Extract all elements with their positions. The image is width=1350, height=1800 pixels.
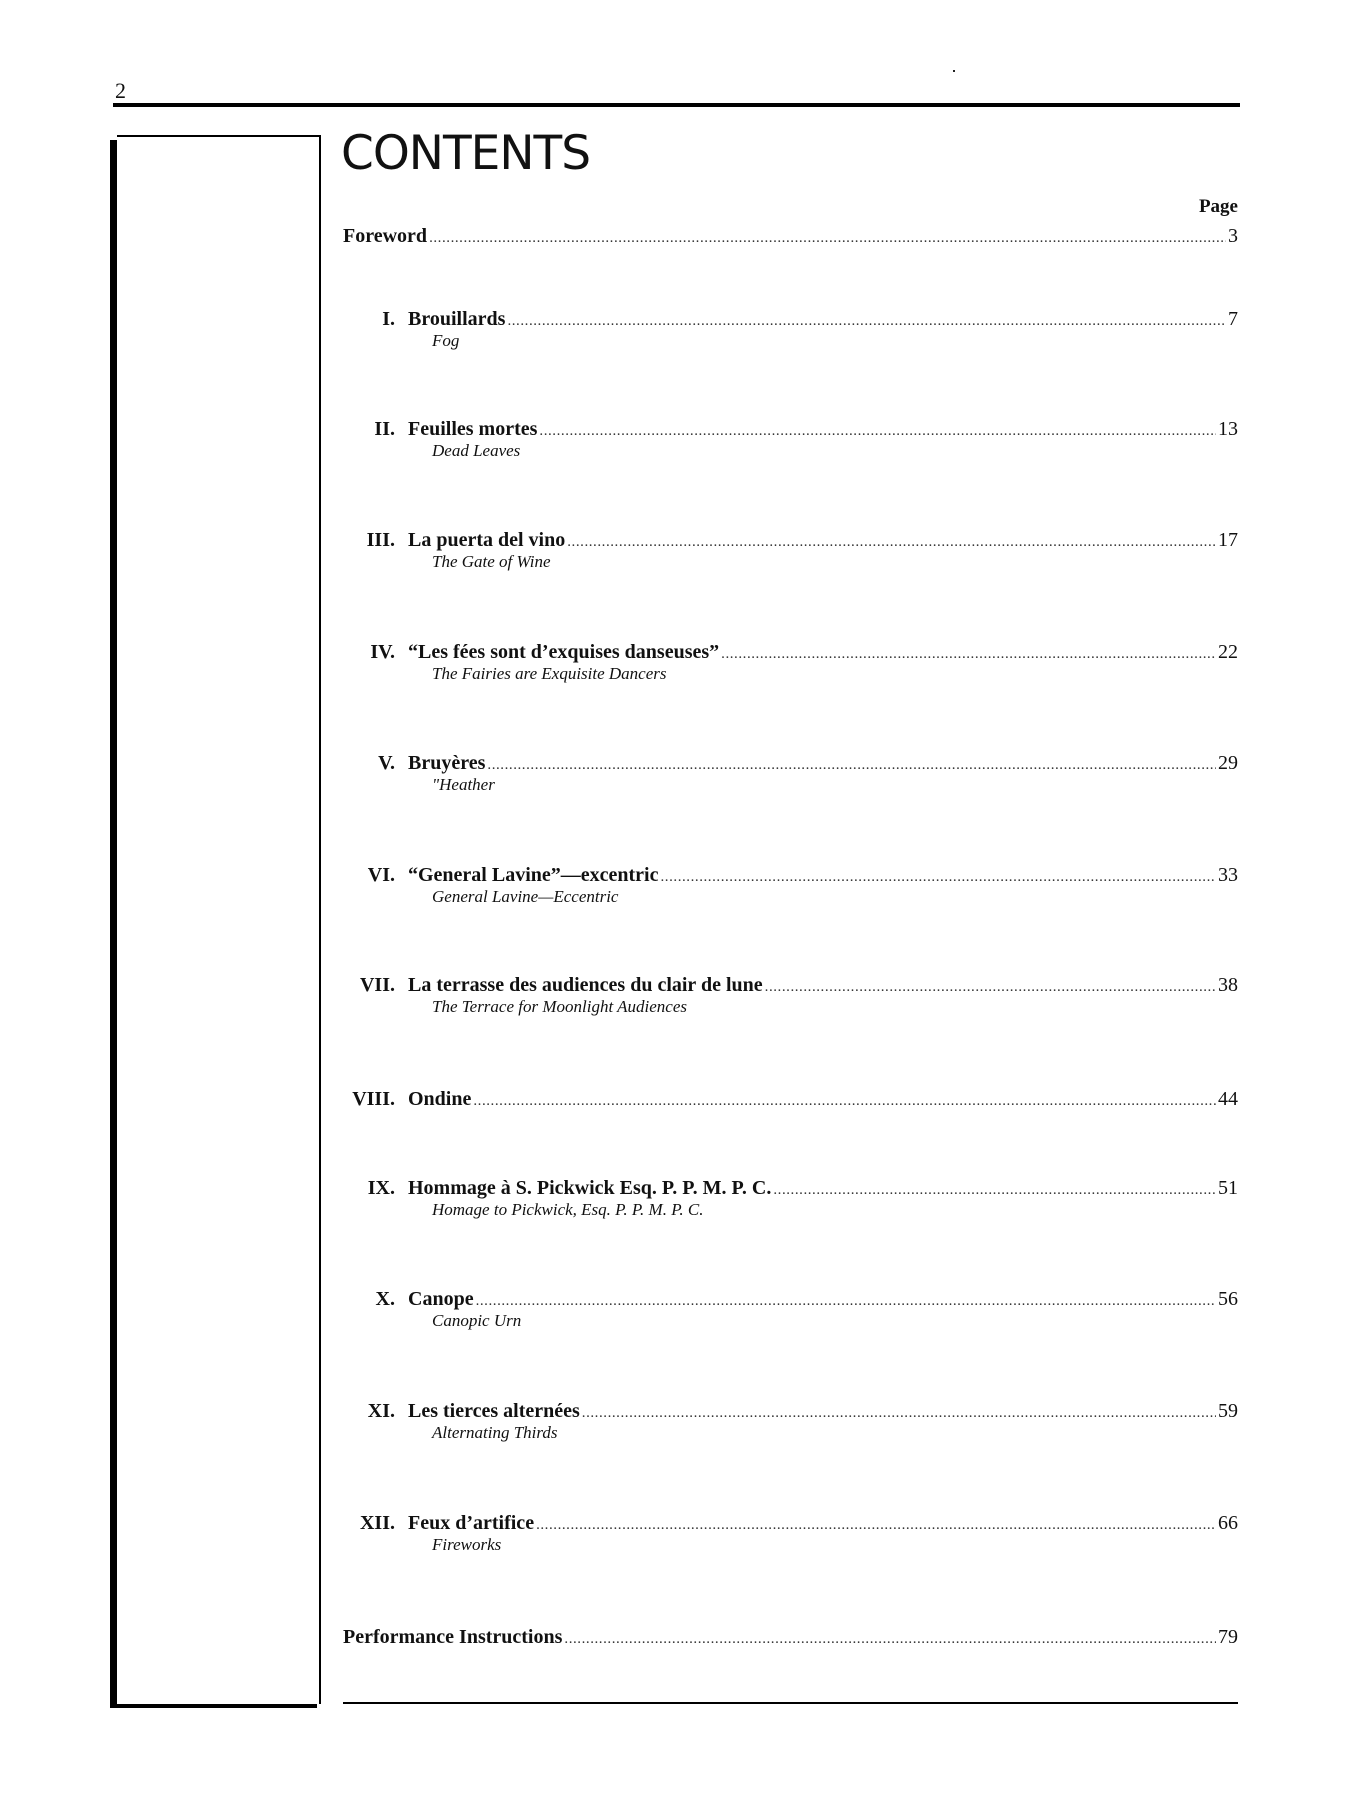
toc-title: Les tierces alternées (408, 1400, 580, 1422)
toc-title: La terrasse des audiences du clair de lune (408, 974, 763, 996)
toc-page: 51 (1218, 1177, 1238, 1199)
dot-leader (476, 1289, 1216, 1313)
toc-row-foreword[interactable] (343, 224, 1238, 248)
dot-leader (564, 1627, 1216, 1651)
toc-title: “General Lavine”—excentric (408, 864, 659, 886)
toc-row[interactable] (343, 1511, 1238, 1554)
toc-row[interactable] (343, 640, 1238, 683)
toc-page: 7 (1228, 308, 1238, 330)
toc-numeral: III. (366, 529, 395, 551)
toc-row[interactable] (343, 1087, 1238, 1111)
toc-numeral: I. (382, 308, 395, 330)
toc-page: 79 (1218, 1626, 1238, 1648)
bottom-rule (343, 1702, 1238, 1704)
dot-leader (765, 975, 1216, 999)
toc-title: Brouillards (408, 308, 506, 330)
toc-title: La puerta del vino (408, 529, 566, 551)
toc-subtitle: The Terrace for Moonlight Audiences (432, 997, 687, 1016)
toc-row[interactable] (343, 751, 1238, 794)
toc-subtitle: Dead Leaves (432, 441, 521, 460)
toc-row[interactable] (343, 863, 1238, 906)
toc-numeral: X. (375, 1288, 395, 1310)
dot-leader (473, 1089, 1216, 1113)
toc-numeral: IV. (370, 641, 395, 663)
toc-subtitle: Homage to Pickwick, Esq. P. P. M. P. C. (432, 1200, 704, 1219)
toc-subtitle: Canopic Urn (432, 1311, 522, 1330)
toc-numeral: XI. (367, 1400, 395, 1422)
toc-page: 56 (1218, 1288, 1238, 1310)
toc-page: 59 (1218, 1400, 1238, 1422)
toc-title: Foreword (343, 225, 428, 247)
toc-row[interactable] (343, 307, 1238, 350)
dot-leader (773, 1178, 1216, 1202)
dot-leader (721, 642, 1216, 666)
toc-title: Performance Instructions (343, 1626, 563, 1648)
page-column-header: Page (1198, 196, 1238, 217)
toc-title: Feuilles mortes (408, 418, 538, 440)
toc-page: 66 (1218, 1512, 1238, 1534)
toc-subtitle: General Lavine—Eccentric (432, 887, 619, 906)
dot-leader (582, 1401, 1216, 1425)
toc-row[interactable] (343, 417, 1238, 460)
toc-page: 13 (1218, 418, 1238, 440)
toc-numeral: VIII. (352, 1088, 395, 1110)
toc-row[interactable] (343, 973, 1238, 1016)
toc-row[interactable] (343, 528, 1238, 571)
toc-page: 38 (1218, 974, 1238, 996)
dot-leader (539, 419, 1216, 443)
toc-row[interactable] (343, 1287, 1238, 1330)
dot-leader (661, 865, 1217, 889)
dot-leader (507, 309, 1226, 333)
toc-subtitle: The Fairies are Exquisite Dancers (432, 664, 667, 683)
toc-page: 17 (1218, 529, 1238, 551)
scan-artifact-dot (953, 70, 955, 72)
toc-title: Canope (408, 1288, 474, 1310)
toc-title: “Les fées sont d’exquises danseuses” (408, 641, 720, 663)
toc-numeral: VI. (367, 864, 395, 886)
toc-subtitle: The Gate of Wine (432, 552, 551, 571)
page-title: CONTENTS (341, 126, 591, 181)
toc-page: 33 (1218, 864, 1238, 886)
toc-page: 3 (1228, 225, 1238, 247)
dot-leader (567, 530, 1216, 554)
toc-row-performance-instructions[interactable] (343, 1625, 1238, 1649)
toc-subtitle: "Heather (432, 775, 495, 794)
toc-row[interactable] (343, 1176, 1238, 1219)
dot-leader (536, 1513, 1216, 1537)
dot-leader (429, 226, 1226, 250)
toc-page: 29 (1218, 752, 1238, 774)
toc-title: Feux d’artifice (408, 1512, 535, 1534)
toc-title: Ondine (408, 1088, 472, 1110)
top-rule (113, 103, 1240, 107)
toc-row[interactable] (343, 1399, 1238, 1442)
toc-numeral: II. (374, 418, 395, 440)
toc-page: 44 (1218, 1088, 1238, 1110)
toc-numeral: V. (378, 752, 395, 774)
side-box (117, 135, 321, 1704)
toc-title: Bruyères (408, 752, 486, 774)
toc-title: Hommage à S. Pickwick Esq. P. P. M. P. C. (408, 1177, 772, 1199)
toc-numeral: XII. (359, 1512, 395, 1534)
toc-numeral: IX. (367, 1177, 395, 1199)
toc-subtitle: Alternating Thirds (432, 1423, 558, 1442)
dot-leader (487, 753, 1216, 777)
page-number: 2 (115, 78, 126, 103)
toc-numeral: VII. (359, 974, 395, 996)
toc-subtitle: Fog (432, 331, 460, 350)
toc-subtitle: Fireworks (432, 1535, 502, 1554)
toc-page: 22 (1218, 641, 1238, 663)
